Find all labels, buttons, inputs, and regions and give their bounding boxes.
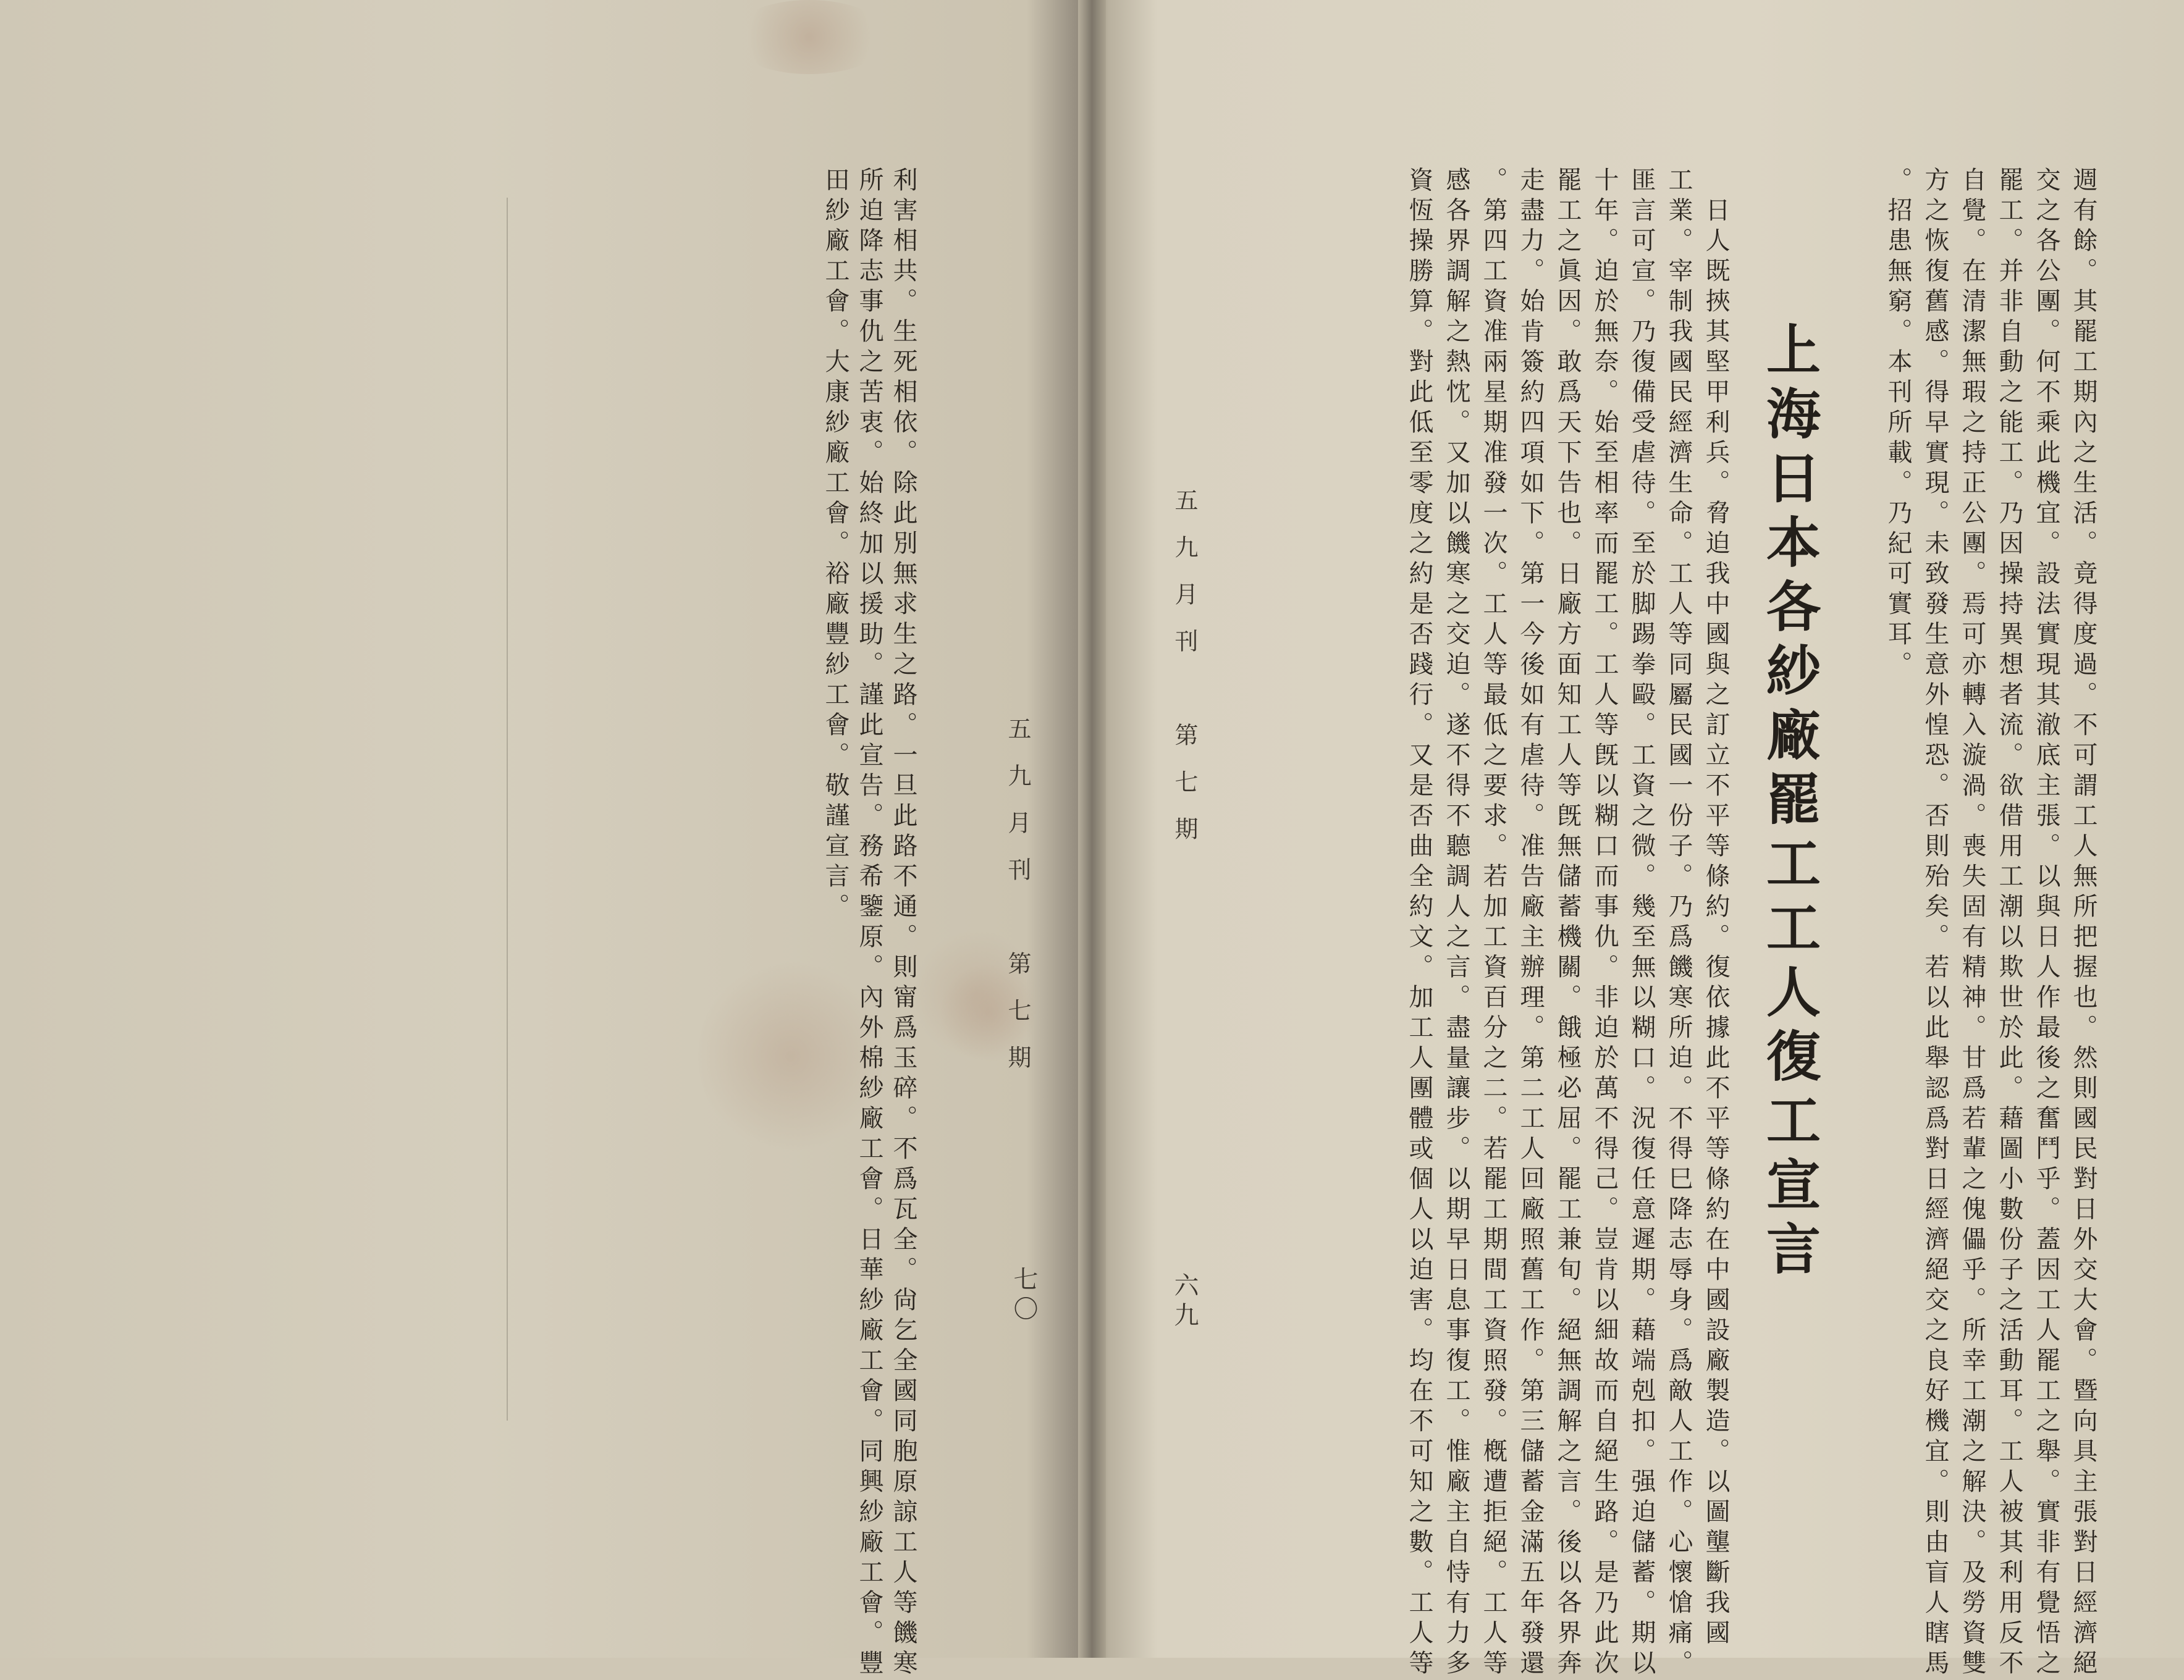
body-column-15: 資恆操勝算。對此低至零度之約是否踐行。又是否曲全約文。加工人團體或個人以迫害。均在不可知之數。工人等 [1405,167,1433,1680]
body-column-3: 罷工。并非自動之能工。乃因操持異想者流。欲借用工潮以欺世於此。藉圖小數份子之活動耳。工人被其利用反不 [1995,167,2023,1680]
body-column-14: 感各界調解之熱忱。又加以饑寒之交迫。遂不得不聽調人之言。盡量讓步。以期早日息事復工。惟廠主自恃有力多 [1442,167,1470,1680]
body-column-3: 田紗廠工會。大康紗廠工會。裕廠豐紗工會。敬謹宣言。 [821,167,850,923]
left-page [0,0,1078,1680]
page-header: 五九月刊 第七期 [1004,716,1031,1092]
body-column-2: 所迫降志事仇之苦衷。始終加以援助。謹此宣告。務希鑒原。內外棉紗廠工會。日華紗廠工會。同興紗廠工會。豐 [855,167,883,1680]
article-title: 上海日本各紗廠罷工工人復工宣言 [1758,321,1822,1285]
body-column-4: 自覺。在清潔無瑕之持正公團。焉可亦轉入漩渦。喪失固有精神。甘爲若輩之傀儡乎。所幸工潮之解決。及勞資雙 [1958,167,1986,1680]
body-column-7: 日人既挾其堅甲利兵。脅迫我中國與之訂立不平等條約。復依據此不平等條約在中國設廠製造。以圖壟斷我國 [1701,167,1730,1650]
body-column-10: 十年。迫於無奈。始至相率而罷工。工人等旣以糊口而事仇。非迫於萬不得己。豈肯以細故而自絕生路。是乃此次 [1590,167,1619,1680]
page-number: 六九 [1170,1272,1199,1332]
body-column-11: 罷工之眞因。敢爲天下告也。日廠方面知工人等旣無儲蓄機關。餓極必屈。罷工兼旬。絕無調解之言。後以各界奔 [1553,167,1582,1680]
page-header: 五九月刊 第七期 [1171,488,1198,863]
body-column-9: 匪言可宣。乃復備受虐待。至於脚踢拳毆。工資之微。幾至無以糊口。況復任意遲期。藉端剋扣。强迫儲蓄。期以 [1627,167,1656,1680]
body-column-13: 。第四工資准兩星期准發一次。工人等最低之要求。若加工資百分之二。若罷工期間工資照發。槪遭拒絕。工人等 [1479,167,1507,1680]
body-column-8: 工業。宰制我國民經濟生命。工人等同屬民國一份子。乃爲饑寒所迫。不得巳降志辱身。爲敵人工作。心懷愴痛。 [1664,167,1693,1680]
body-column-12: 走盡力。始肯簽約四項如下。第一今後如有虐待。准告廠主辦理。第二工人回廠照舊工作。第三儲蓄金滿五年發還 [1516,167,1545,1680]
body-column-5: 方之恢復舊感。得早實現。未致發生意外惶恐。否則殆矣。若以此舉認爲對日經濟絕交之良好機宜。則由盲人瞎馬 [1921,167,1949,1680]
page-rule [507,198,508,1421]
body-column-2: 交之各公團。何不乘此機宜。設法實現其澈底主張。以與日人作最後之奮鬥乎。蓋因工人罷工之舉。實非有覺悟之 [2032,167,2060,1680]
body-column-1: 利害相共。生死相依。除此別無求生之路。一旦此路不通。則甯爲玉碎。不爲瓦全。尙乞全國同胞原諒工人等饑寒 [889,167,917,1680]
page-number: 七〇 [1010,1266,1038,1325]
right-page [1106,0,2184,1680]
book-gutter [1078,0,1106,1658]
body-column-6: 。招患無窮。本刊所載。乃紀可實耳。 [1884,167,1912,681]
body-column-1: 週有餘。其罷工期內之生活。竟得度過。不可謂工人無所把握也。然則國民對日外交大會。暨向具主張對日經濟絕 [2069,167,2098,1680]
